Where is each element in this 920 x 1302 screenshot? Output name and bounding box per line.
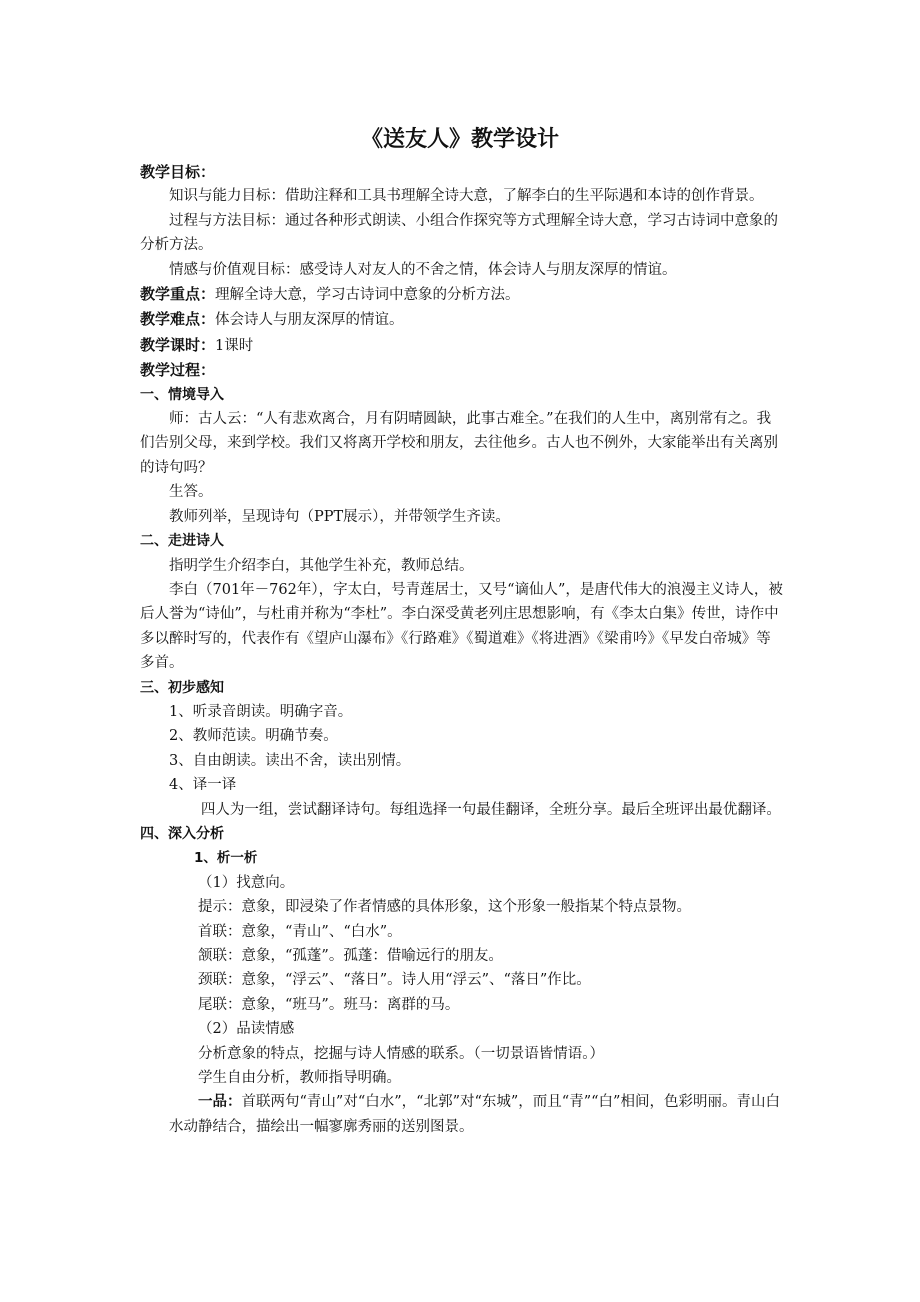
analysis-text: 分析意象的特点，挖掘与诗人情感的联系。（一切景语皆情语。） (198, 1045, 604, 1062)
section-1-answer: 生答。 (169, 484, 213, 501)
difficulty-label: 教学难点： (140, 310, 216, 329)
key-point-text: 理解全诗大意，学习古诗词中意象的分析方法。 (215, 287, 520, 304)
class-hours (140, 333, 785, 358)
section-4-sub-heading: 1、析一析 (194, 850, 258, 867)
hours-text: 1课时 (215, 337, 254, 354)
goals-heading: 教学目标： (140, 163, 216, 181)
section-3-heading: 三、初步感知 (140, 679, 224, 696)
section-1-heading: 一、情境导入 (140, 386, 224, 403)
section-3-translate-text: 四人为一组，尝试翻译诗句。每组选择一句最佳翻译，全班分享。最后全班评出最优翻译。 (200, 801, 781, 818)
analysis-text: 学生自由分析，教师指导明确。 (198, 1070, 401, 1087)
section-1-teacher: 教师列举，呈现诗句（PPT展示），并带领学生齐读。 (169, 508, 510, 525)
hours-label: 教学课时： (140, 335, 216, 354)
hint-text: 提示：意象，即浸染了作者情感的具体形象，这个形象一般指某个特点景物。 (198, 899, 691, 916)
step-2: （2）品读情感 (198, 1021, 295, 1038)
first-reading-text: 首联两句“青山”对“白水”，“北郭”对“东城”，而且“青”“白”相间，色彩明丽。青山白水动静结合，描绘出一幅寥廓秀丽的送别图景。 (169, 1094, 780, 1135)
section-3-item: 3、自由朗读。读出不舍，读出别情。 (169, 752, 411, 769)
goal-knowledge: 知识与能力目标：借助注释和工具书理解全诗大意，了解李白的生平际遇和本诗的创作背景。 (169, 188, 764, 205)
step-1: （1）找意向。 (198, 874, 295, 891)
document-body (140, 160, 785, 1139)
couplet-line: 颔联：意象，“孤蓬”。孤蓬：借喻远行的朋友。 (198, 948, 503, 964)
first-reading-label: 一品： (198, 1094, 242, 1111)
first-reading (140, 1090, 785, 1139)
section-2-paragraph-2: 李白（701年－762年），字太白，号青莲居士，又号“谪仙人”，是唐代伟大的浪漫主义诗人，被后人誉为“诗仙”，与杜甫并称为“李杜”。李白深受黄老列庄思想影响，有《李太白集》传世，诗作中多以醉时写的，代表作有《望庐山瀑布》《行路难》《蜀道难》《将进酒》《梁甫吟》《早发白帝城》等多首。 (140, 581, 783, 672)
goal-emotion: 情感与价值观目标：感受诗人对友人的不舍之情，体会诗人与朋友深厚的情谊。 (169, 261, 677, 278)
section-3-item: 1、听录音朗读。明确字音。 (169, 703, 353, 720)
document-title: 《送友人》教学设计 (360, 127, 559, 152)
couplet-line: 颈联：意象，“浮云”、“落日”。诗人用“浮云”、“落日”作比。 (198, 972, 591, 989)
difficulty (140, 307, 785, 332)
section-3-item: 2、教师范读。明确节奏。 (169, 728, 338, 745)
section-2-paragraph-1: 指明学生介绍李白，其他学生补充，教师总结。 (169, 557, 474, 574)
section-3-item: 4、译一译 (169, 777, 237, 794)
process-heading: 教学过程： (140, 361, 216, 380)
couplet-line: 尾联：意象，“班马”。班马：离群的马。 (198, 996, 460, 1013)
difficulty-text: 体会诗人与朋友深厚的情谊。 (215, 312, 404, 329)
section-2-heading: 二、走进诗人 (140, 533, 224, 550)
goal-process: 过程与方法目标：通过各种形式朗读、小组合作探究等方式理解全诗大意，学习古诗词中意象的分析方法。 (140, 212, 778, 254)
section-4-heading: 四、深入分析 (140, 825, 224, 842)
key-point (140, 282, 785, 307)
section-1-paragraph: 师：古人云：“人有悲欢离合，月有阴晴圆缺，此事古难全。”在我们的人生中，离别常有之。我们告别父母，来到学校。我们又将离开学校和朋友，去往他乡。古人也不例外，大家能举出有关离别的诗句吗？ (140, 411, 778, 476)
key-point-label: 教学重点： (140, 285, 216, 304)
couplet-line: 首联：意象，“青山”、“白水”。 (198, 923, 402, 940)
